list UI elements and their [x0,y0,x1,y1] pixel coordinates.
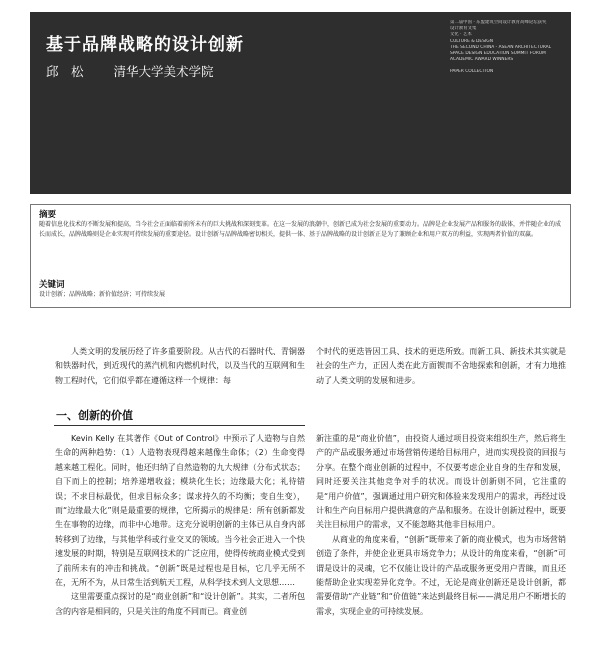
abstract-text: 随着信息化技术的不断发展和提高，当今社会正面临着前所未有的巨大挑战和深刻变革。在这一发展的浪潮中，创新已成为社会发展的重要动力。品牌是企业发展产品和服务的载体，并伴随企业的成长而成长，品牌战略则是企业实现可持续发展的重要途径。设计创新与品牌战略密切相关，提供一体、基于品牌战略的设计创新正是为了兼顾企业和用户双方的利益，实现两者价值的双赢。 [39,221,562,238]
series-line: CULTURE & DESIGN [450,38,493,44]
body-left-column [55,432,305,619]
abstract-box [30,204,571,308]
series-line: ACADEMIC AWARD WINNERS [450,57,514,63]
abstract-heading: 摘要 [39,210,57,220]
author-affiliation: 清华大学美术学院 [113,64,214,79]
section-divider [54,425,305,426]
body-paragraph-continued: 新注重的是“商业价值”，由投资人通过项目投资来组织生产，然后将生产的产品或服务通过市场营销传递给目标用户，进而实现投资的回报与分享。在整个商业创新的过程中，不仅要考虑企业自身的生存和发展，同时还要关注其他竞争对手的状况。而设计创新则不同，它注重的是“用户价值”，强调通过用户研究和体验来发现用户的需求，再经过设计和生产向目标用户提供满意的产品和服务。在设计创新过程中，既要关注目标用户的需求，又不能忽略其他非目标用户。 [316,434,566,530]
series-line: SPACE DESIGN EDUCATION SUMMIT FORUM [450,51,546,57]
series-info-block [450,20,566,76]
article-title: 基于品牌战略的设计创新 [46,35,244,55]
body-paragraph: 从商业的角度来看，“创新”既带来了新的商业模式，也为市场营销创造了条件，并使企业更具市场竞争力；从设计的角度来看，“创新”可谓是设计的灵魂，它不仅能让设计的产品或服务更受用户青睐，而且还能帮助企业实现差异化竞争。不过，无论是商业创新还是设计创新，都需要借助“产业链”和“价值链”来达到最终目标——满足用户不断增长的需求，实现企业的可持续发展。 [316,534,566,616]
intro-paragraph: 人类文明的发展历经了许多重要阶段。从古代的石器时代、青铜器和铁器时代，到近现代的蒸汽机和内燃机时代，以及当代的互联网和生物工程时代，它们似乎都在遵循这样一个规律：每 [55,347,305,385]
title-banner [30,12,571,194]
keywords-text: 设计创新；品牌战略；新价值经济；可持续发展 [39,291,166,298]
author-line [46,62,240,80]
series-line: PAPER COLLECTION [450,69,494,75]
series-line: 设计教育文集 [450,26,477,32]
keywords-heading: 关键词 [39,280,65,290]
section-heading: 一、创新的价值 [56,409,133,422]
intro-right-column [316,345,566,388]
intro-paragraph-continued: 个时代的更迭皆因工具、技术的更迭所致。而新工具、新技术其实就是社会的生产力，正因人类在此方面锲而不舍地探索和创新，才有力地推动了人类文明的发展和进步。 [316,347,566,385]
intro-left-column [55,345,305,388]
body-paragraph: 这里需要重点探讨的是“商业创新”和“设计创新”。其实，二者所包含的内容是相同的，只是关注的角度不同而已。商业创 [55,592,305,616]
series-line: THE SECOND CHINA - ASEAN ARCHITECTURAL [450,44,552,50]
series-line: 第二届中国 · 东盟建筑空间设计教育高峰论坛获奖 [450,20,547,25]
body-paragraph: Kevin Kelly 在其著作《Out of Control》中预示了人造物与自然生命的两种趋势：（1）人造物表现得越来越像生命体；（2）生命变得越来越工程化。同时，他还归纳了自然造物的九大规律（分布式状态；自下而上的控制；培养递增收益；模块化生长；边缘最大化；礼待错误；不求目标最优，但求目标众多；谋求持久的不均衡；变自生变），而“边缘最大化”则是最重要的规律，它所揭示的规律是：所有创新都发生在事物的边缘，而非中心地带。这充分说明创新的主体已从自身内部转移到了边缘，与其他学科或行业交叉的领域。当今社会正进入一个快速发展的时期，特别是互联网技术的广泛应用，使得传统商业模式受到了前所未有的冲击和挑战。“创新”既是过程也是目标，它几乎无所不在，无所不为，从日常生活到航天工程，从科学技术到人文思想…… [55,434,305,588]
series-line: 文化 · 艺术 [450,32,472,38]
author-name: 邱 松 [46,64,84,79]
body-right-column [316,432,566,619]
